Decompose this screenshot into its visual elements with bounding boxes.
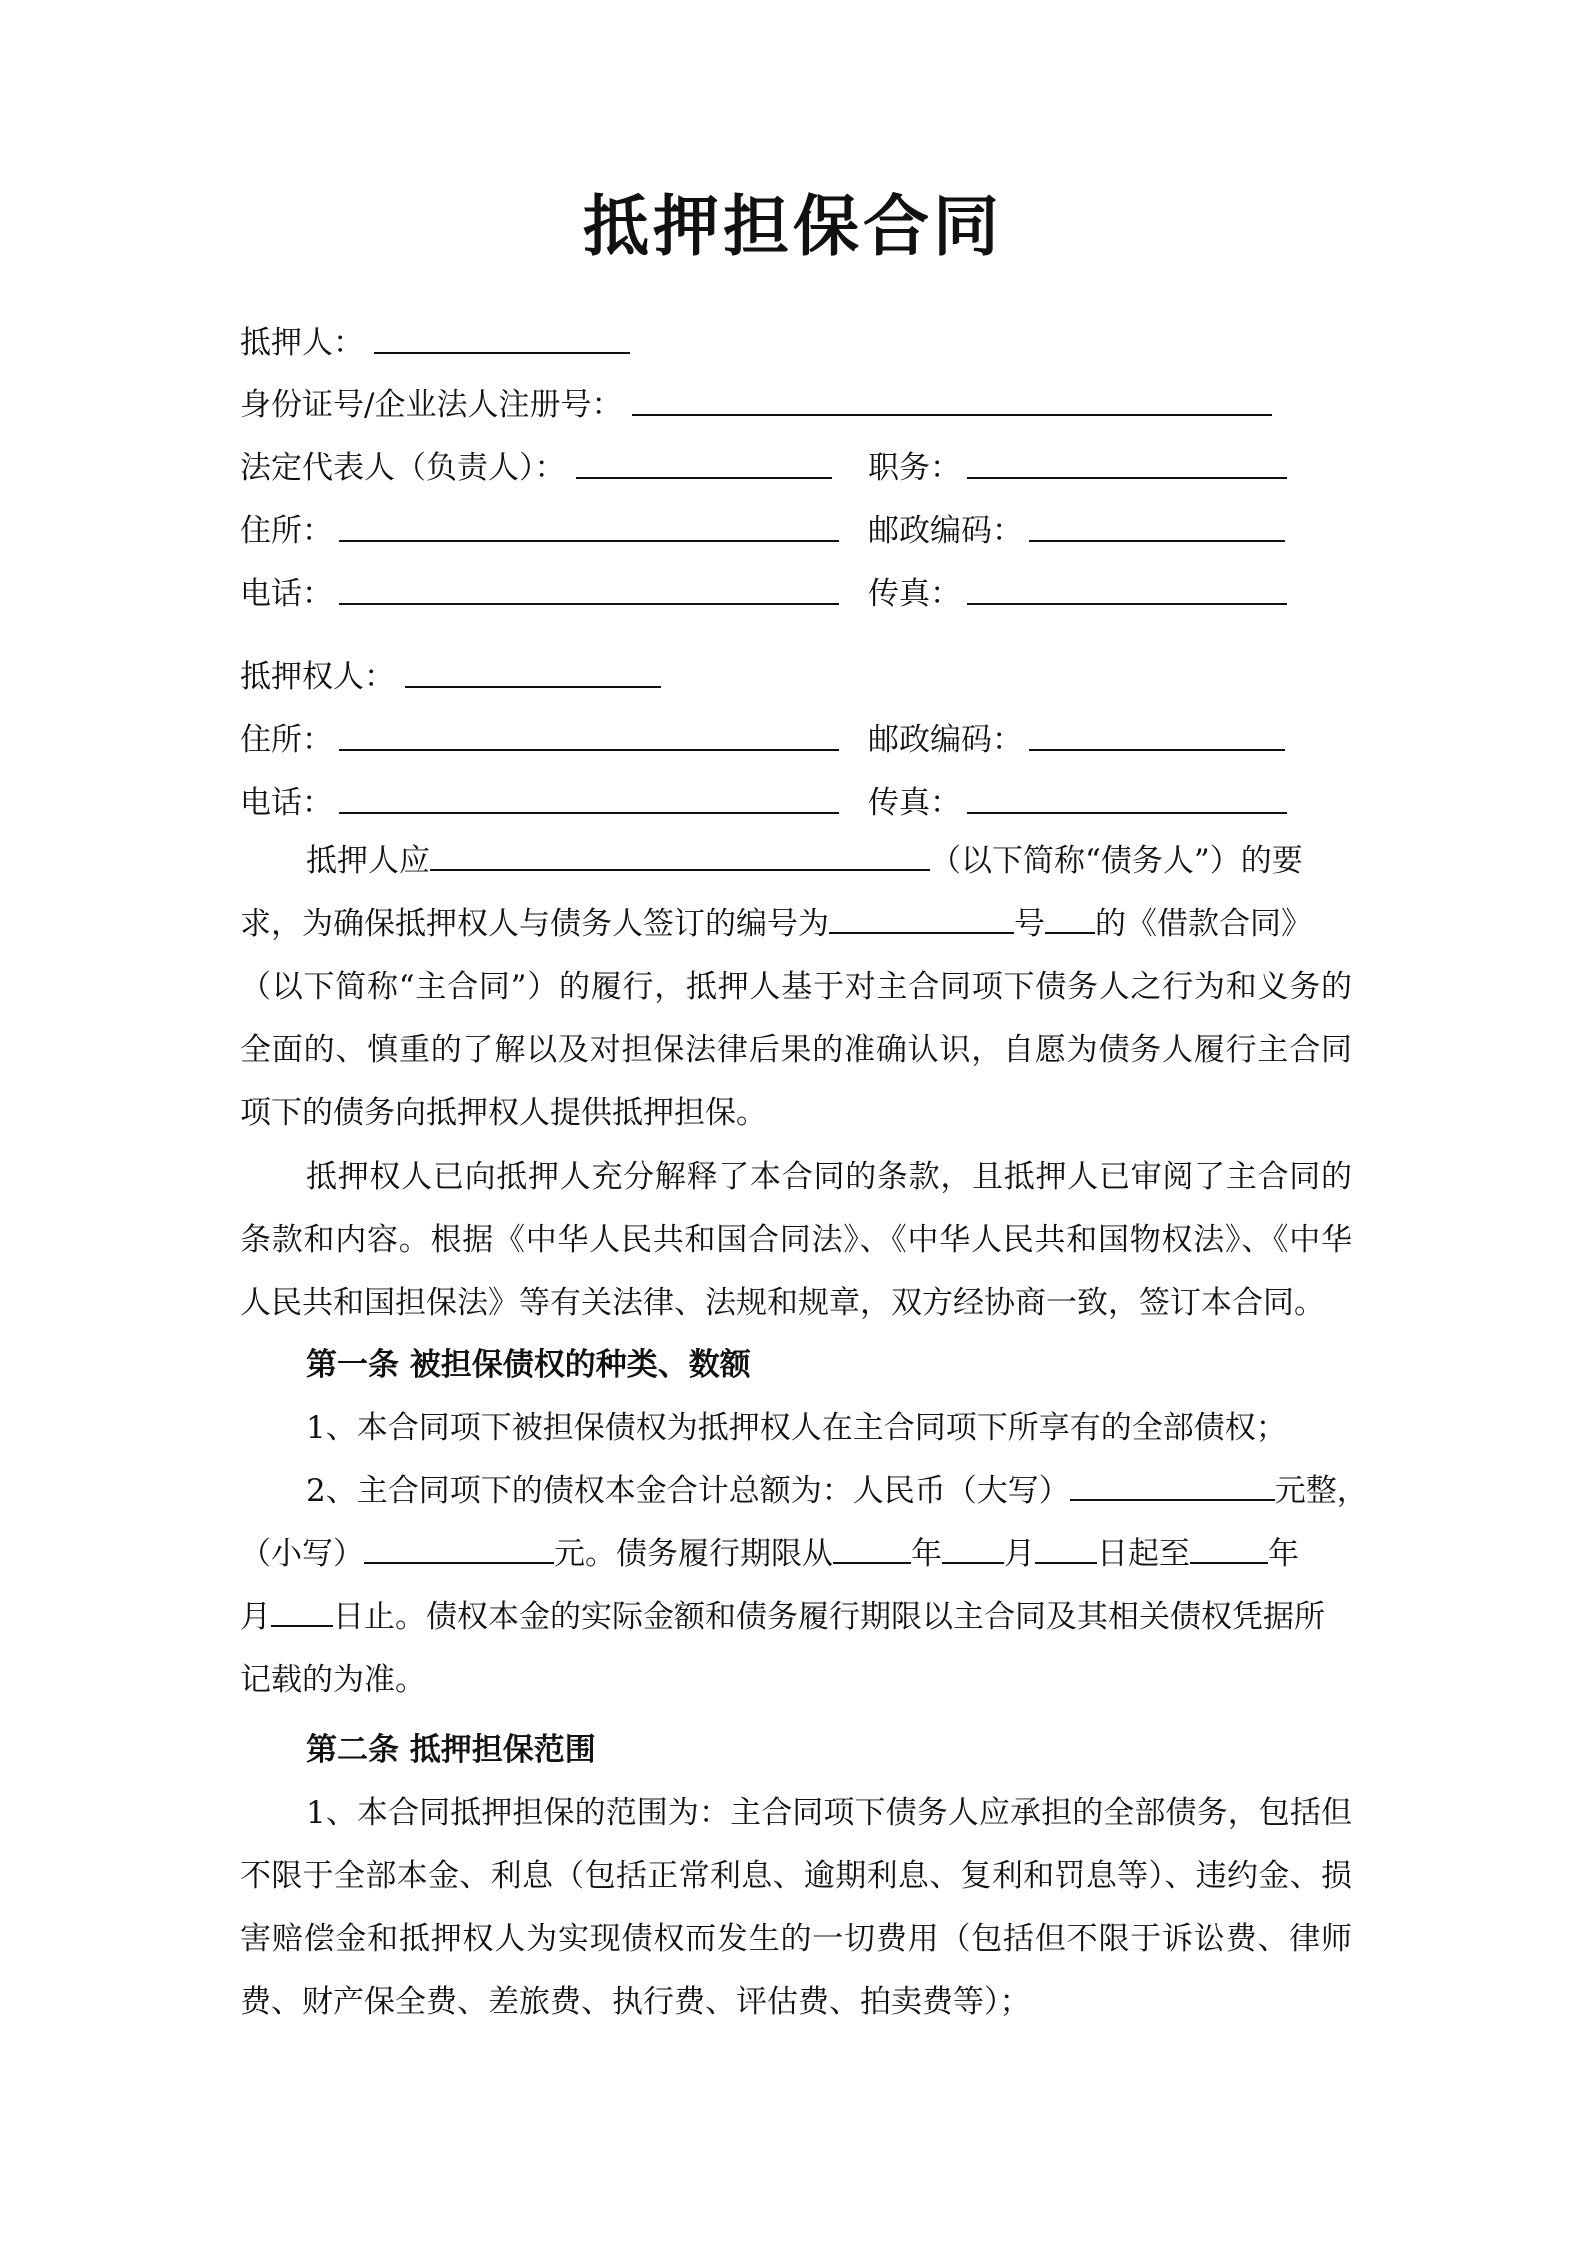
- debtor-name-blank[interactable]: [430, 839, 930, 871]
- start-year-blank[interactable]: [833, 1532, 911, 1564]
- article-1-item-2-line-1: 2、主合同项下的债权本金合计总额为：人民币（大写） 元整，: [240, 1460, 1352, 1523]
- mortgagor-zip-label: 邮政编码：: [868, 513, 1023, 549]
- mortgagor-name-label: 抵押人：: [240, 325, 364, 361]
- mortgagee-address-label: 住所：: [240, 722, 333, 758]
- mortgagee-fax-label: 传真：: [868, 785, 961, 821]
- start-month-blank[interactable]: [942, 1532, 1004, 1564]
- mortgagor-id-blank[interactable]: [632, 380, 1272, 416]
- mortgagor-address-row: [240, 506, 1290, 556]
- article-1-item-1: 1、本合同项下被担保债权为抵押权人在主合同项下所享有的全部债权；: [306, 1410, 1287, 1446]
- mortgagee-name-label: 抵押权人：: [240, 659, 395, 695]
- mortgagor-rep-label: 法定代表人（负责人）：: [240, 450, 566, 486]
- mortgagor-fax-label: 传真：: [868, 576, 961, 612]
- mortgagee-phone-blank[interactable]: [339, 778, 839, 814]
- mortgagee-address-row: [240, 715, 1290, 765]
- mortgagor-zip-blank[interactable]: [1029, 506, 1285, 542]
- mortgagor-phone-blank[interactable]: [339, 569, 839, 605]
- mortgagor-id-row: [240, 380, 1290, 430]
- article-1-heading: 第一条 被担保债权的种类、数额: [306, 1347, 751, 1383]
- mortgagee-phone-row: [240, 778, 1290, 828]
- contract-suffix-blank[interactable]: [1045, 902, 1095, 934]
- mortgagor-address-blank[interactable]: [339, 506, 839, 542]
- mortgagee-zip-label: 邮政编码：: [868, 722, 1023, 758]
- mortgagee-name-row: [240, 652, 1290, 702]
- mortgagor-address-label: 住所：: [240, 513, 333, 549]
- mortgagor-phone-row: [240, 569, 1290, 619]
- mortgagee-phone-label: 电话：: [240, 785, 333, 821]
- intro-rest: （以下简称“主合同”）的履行，抵押人基于对主合同项下债务人之行为和义务的全面的、慎重的了解以及对担保法律后果的准确认识，自愿为债务人履行主合同项下的债务向抵押权人提供抵押担保。: [240, 969, 1352, 1131]
- article-1-item-2-line-3: 月 日止。债权本金的实际金额和债务履行期限以主合同及其相关债权凭据所: [240, 1586, 1352, 1649]
- contract-number-blank[interactable]: [829, 902, 1014, 934]
- mortgagee-zip-blank[interactable]: [1029, 715, 1285, 751]
- article-1-item-2-line-2: （小写） 元。债务履行期限从 年 月 日起至 年: [240, 1523, 1352, 1586]
- article-1-item-2-line-4: 记载的为准。: [240, 1662, 426, 1698]
- mortgagor-rep-row: [240, 443, 1290, 493]
- mortgagor-id-label: 身份证号/企业法人注册号：: [240, 387, 623, 423]
- mortgagee-address-blank[interactable]: [339, 715, 839, 751]
- mortgagor-name-row: [240, 318, 1290, 368]
- end-year-blank[interactable]: [1190, 1532, 1268, 1564]
- intro-line-2: 求，为确保抵押权人与债务人签订的编号为 号 的《借款合同》: [240, 893, 1352, 956]
- start-day-blank[interactable]: [1035, 1532, 1097, 1564]
- intro-line-1: 抵押人应 （以下简称“债务人”）的要: [240, 830, 1352, 893]
- mortgagee-name-blank[interactable]: [405, 652, 661, 688]
- mortgagor-rep-blank[interactable]: [576, 443, 832, 479]
- mortgagor-name-blank[interactable]: [374, 318, 630, 354]
- mortgagor-post-blank[interactable]: [967, 443, 1287, 479]
- article-2-item-1: 1、本合同抵押担保的范围为：主合同项下债务人应承担的全部债务，包括但不限于全部本金、利息（包括正常利息、逾期利息、复利和罚息等）、违约金、损害赔偿金和抵押权人为实现债权而发生的一切费用（包括但不限于诉讼费、律师费、财产保全费、差旅费、执行费、评估费、拍卖费等）；: [240, 1795, 1352, 2020]
- mortgagor-phone-label: 电话：: [240, 576, 333, 612]
- principal-uppercase-blank[interactable]: [1070, 1469, 1275, 1501]
- article-2-heading: 第二条 抵押担保范围: [306, 1732, 596, 1768]
- paragraph-2: 抵押权人已向抵押人充分解释了本合同的条款，且抵押人已审阅了主合同的条款和内容。根据《中华人民共和国合同法》、《中华人民共和国物权法》、《中华人民共和国担保法》等有关法律、法规和规章，双方经协商一致，签订本合同。: [240, 1159, 1352, 1321]
- page-title: 抵押担保合同: [583, 187, 1003, 265]
- mortgagor-post-label: 职务：: [868, 450, 961, 486]
- principal-lowercase-blank[interactable]: [364, 1532, 554, 1564]
- end-month-day-blank[interactable]: [271, 1595, 333, 1627]
- mortgagor-fax-blank[interactable]: [967, 569, 1287, 605]
- mortgagee-fax-blank[interactable]: [967, 778, 1287, 814]
